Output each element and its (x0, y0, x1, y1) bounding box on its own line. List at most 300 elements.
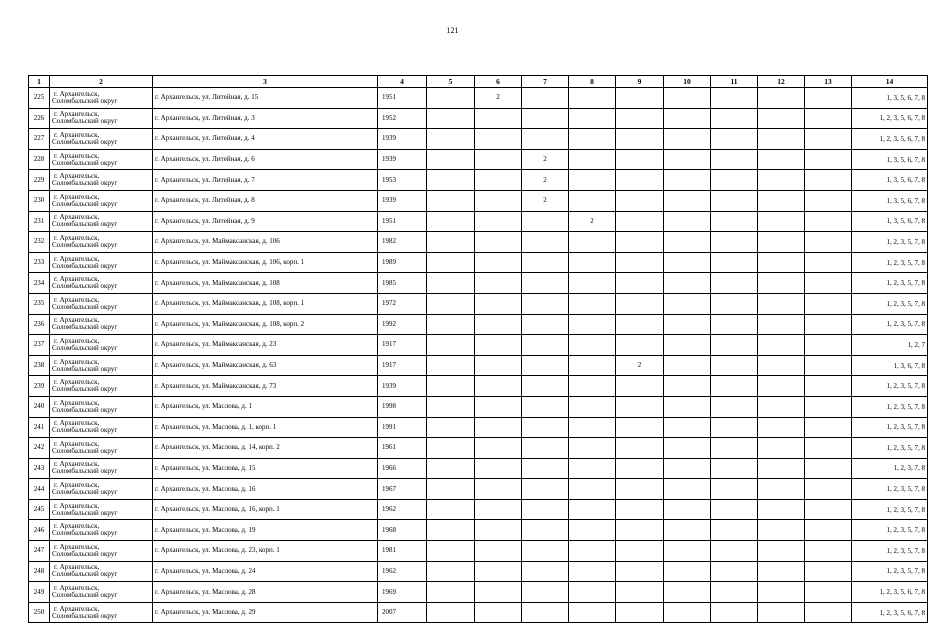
column-8-cell (569, 438, 616, 459)
row-number-cell: 225 (29, 88, 50, 109)
column-8-cell (569, 582, 616, 603)
address-cell: г. Архангельск, ул. Литейная, д. 6 (153, 149, 378, 170)
district-cell (50, 458, 153, 479)
column-7-cell (522, 417, 569, 438)
column-9-cell (616, 582, 664, 603)
column-14-cell: 1, 2, 3, 5, 7, 8 (852, 520, 928, 541)
column-5-cell (427, 149, 475, 170)
column-7-cell (522, 129, 569, 150)
row-number-cell: 242 (29, 438, 50, 459)
housing-table (28, 75, 928, 623)
table-row (29, 396, 928, 417)
address-cell: г. Архангельск, ул. Маслова, д. 16 (153, 479, 378, 500)
district-city: г. Архангельск, (54, 275, 100, 284)
column-5-cell (427, 314, 475, 335)
row-number-cell: 227 (29, 129, 50, 150)
column-11-cell (711, 335, 758, 356)
column-10-cell (664, 458, 711, 479)
column-10-cell (664, 479, 711, 500)
year-cell: 1939 (378, 149, 427, 170)
column-7-cell (522, 376, 569, 397)
column-14-cell: 1, 2, 3, 5, 7, 8 (852, 273, 928, 294)
address-cell: г. Архангельск, ул. Маймаксанская, д. 106, корп. 1 (153, 252, 378, 273)
district-city: г. Архангельск, (54, 563, 100, 572)
column-8-cell (569, 417, 616, 438)
address-cell: г. Архангельск, ул. Литейная, д. 4 (153, 129, 378, 150)
column-13-cell (805, 561, 852, 582)
district-cell (50, 211, 153, 232)
column-header-11: 11 (711, 76, 758, 88)
district-okrug: Соломбальский округ (52, 343, 118, 352)
address-cell: г. Архангельск, ул. Маслова, д. 15 (153, 458, 378, 479)
district-cell (50, 273, 153, 294)
column-14-cell: 1, 3, 5, 6, 7, 8 (852, 170, 928, 191)
column-13-cell (805, 479, 852, 500)
column-7-cell (522, 232, 569, 253)
column-6-cell (475, 602, 522, 623)
district-okrug: Соломбальский округ (52, 385, 118, 394)
column-10-cell (664, 129, 711, 150)
column-14-cell: 1, 2, 3, 5, 7, 8 (852, 314, 928, 335)
address-cell: г. Архангельск, ул. Литейная, д. 15 (153, 88, 378, 109)
row-number-cell: 248 (29, 561, 50, 582)
column-11-cell (711, 499, 758, 520)
column-5-cell (427, 561, 475, 582)
column-6-cell (475, 499, 522, 520)
address-cell: г. Архангельск, ул. Маслова, д. 16, корп. 1 (153, 499, 378, 520)
year-cell: 1981 (378, 541, 427, 562)
column-13-cell (805, 355, 852, 376)
column-6-cell (475, 335, 522, 356)
column-header-4: 4 (378, 76, 427, 88)
column-12-cell (758, 499, 805, 520)
column-10-cell (664, 252, 711, 273)
column-13-cell (805, 252, 852, 273)
column-9-cell (616, 211, 664, 232)
column-5-cell (427, 129, 475, 150)
column-5-cell (427, 293, 475, 314)
column-9-cell (616, 520, 664, 541)
column-7-cell (522, 520, 569, 541)
column-8-cell (569, 335, 616, 356)
column-5-cell (427, 170, 475, 191)
district-okrug: Соломбальский округ (52, 158, 118, 167)
column-8-cell (569, 293, 616, 314)
column-7-cell (522, 108, 569, 129)
year-cell: 1962 (378, 561, 427, 582)
column-11-cell (711, 541, 758, 562)
column-13-cell (805, 541, 852, 562)
district-okrug: Соломбальский округ (52, 261, 118, 270)
column-9-cell (616, 417, 664, 438)
column-10-cell (664, 417, 711, 438)
district-cell (50, 314, 153, 335)
year-cell: 1989 (378, 252, 427, 273)
district-city: г. Архангельск, (54, 316, 100, 325)
column-9-cell (616, 602, 664, 623)
column-9-cell (616, 499, 664, 520)
address-cell: г. Архангельск, ул. Маймаксанская, д. 63 (153, 355, 378, 376)
column-12-cell (758, 273, 805, 294)
column-6-cell (475, 273, 522, 294)
row-number-cell: 229 (29, 170, 50, 191)
column-9-cell (616, 335, 664, 356)
column-11-cell (711, 602, 758, 623)
year-cell: 1966 (378, 458, 427, 479)
district-okrug: Соломбальский округ (52, 467, 118, 476)
table-row (29, 438, 928, 459)
column-11-cell (711, 273, 758, 294)
column-10-cell (664, 108, 711, 129)
column-11-cell (711, 417, 758, 438)
column-11-cell (711, 561, 758, 582)
column-10-cell (664, 520, 711, 541)
district-okrug: Соломбальский округ (52, 137, 118, 146)
column-14-cell: 1, 2, 3, 5, 6, 7, 8 (852, 602, 928, 623)
year-cell: 1952 (378, 108, 427, 129)
year-cell: 1967 (378, 479, 427, 500)
row-number-cell: 233 (29, 252, 50, 273)
column-8-cell (569, 170, 616, 191)
district-cell (50, 438, 153, 459)
column-12-cell (758, 211, 805, 232)
column-11-cell (711, 252, 758, 273)
row-number-cell: 239 (29, 376, 50, 397)
column-13-cell (805, 602, 852, 623)
column-14-cell: 1, 2, 3, 5, 7, 8 (852, 232, 928, 253)
district-cell (50, 129, 153, 150)
table-row (29, 602, 928, 623)
row-number-cell: 250 (29, 602, 50, 623)
column-12-cell (758, 170, 805, 191)
column-11-cell (711, 479, 758, 500)
column-12-cell (758, 293, 805, 314)
district-cell (50, 88, 153, 109)
column-12-cell (758, 232, 805, 253)
column-9-cell (616, 561, 664, 582)
column-header-9: 9 (616, 76, 664, 88)
column-12-cell (758, 108, 805, 129)
column-5-cell (427, 438, 475, 459)
column-13-cell (805, 520, 852, 541)
row-number-cell: 247 (29, 541, 50, 562)
year-cell: 1951 (378, 211, 427, 232)
column-13-cell (805, 314, 852, 335)
column-5-cell (427, 88, 475, 109)
column-5-cell (427, 417, 475, 438)
column-14-cell: 1, 2, 3, 5, 7, 8 (852, 438, 928, 459)
column-header-10: 10 (664, 76, 711, 88)
column-8-cell (569, 273, 616, 294)
row-number-cell: 246 (29, 520, 50, 541)
year-cell: 1992 (378, 314, 427, 335)
district-okrug: Соломбальский округ (52, 117, 118, 126)
year-cell: 1939 (378, 129, 427, 150)
address-cell: г. Архангельск, ул. Маслова, д. 29 (153, 602, 378, 623)
column-header-8: 8 (569, 76, 616, 88)
column-6-cell (475, 582, 522, 603)
column-header-3: 3 (153, 76, 378, 88)
column-9-cell (616, 170, 664, 191)
row-number-cell: 231 (29, 211, 50, 232)
column-13-cell (805, 293, 852, 314)
column-9-cell (616, 438, 664, 459)
district-cell (50, 335, 153, 356)
table-row (29, 252, 928, 273)
column-9-cell (616, 376, 664, 397)
address-cell: г. Архангельск, ул. Литейная, д. 3 (153, 108, 378, 129)
year-cell: 1991 (378, 417, 427, 438)
column-8-cell (569, 252, 616, 273)
table-row (29, 561, 928, 582)
column-7-cell (522, 582, 569, 603)
column-6-cell (475, 541, 522, 562)
column-10-cell (664, 376, 711, 397)
column-11-cell (711, 170, 758, 191)
column-14-cell: 1, 3, 5, 6, 7, 8 (852, 211, 928, 232)
column-12-cell (758, 190, 805, 211)
column-5-cell (427, 376, 475, 397)
district-city: г. Архангельск, (54, 398, 100, 407)
column-10-cell (664, 293, 711, 314)
column-5-cell (427, 541, 475, 562)
row-number-cell: 232 (29, 232, 50, 253)
district-cell (50, 520, 153, 541)
year-cell: 1939 (378, 190, 427, 211)
column-14-cell: 1, 2, 3, 5, 7, 8 (852, 376, 928, 397)
column-14-cell: 1, 3, 5, 6, 7, 8 (852, 149, 928, 170)
column-13-cell (805, 129, 852, 150)
district-city: г. Архангельск, (54, 460, 100, 469)
table-row (29, 129, 928, 150)
column-10-cell (664, 211, 711, 232)
table-row (29, 273, 928, 294)
column-10-cell (664, 499, 711, 520)
year-cell: 1998 (378, 396, 427, 417)
table-row (29, 417, 928, 438)
column-5-cell (427, 190, 475, 211)
column-12-cell (758, 129, 805, 150)
district-city: г. Архангельск, (54, 110, 100, 119)
district-cell (50, 582, 153, 603)
table-body (29, 88, 928, 623)
column-7-cell (522, 273, 569, 294)
column-10-cell (664, 541, 711, 562)
year-cell: 1939 (378, 376, 427, 397)
district-city: г. Архангельск, (54, 439, 100, 448)
district-city: г. Архангельск, (54, 604, 100, 613)
column-6-cell (475, 293, 522, 314)
column-14-cell: 1, 2, 3, 5, 7, 8 (852, 561, 928, 582)
column-13-cell (805, 499, 852, 520)
column-10-cell (664, 273, 711, 294)
column-12-cell (758, 417, 805, 438)
district-okrug: Соломбальский округ (52, 611, 118, 620)
column-13-cell (805, 190, 852, 211)
district-city: г. Архангельск, (54, 378, 100, 387)
column-8-cell (569, 149, 616, 170)
column-13-cell (805, 376, 852, 397)
column-14-cell: 1, 2, 3, 5, 7, 8 (852, 499, 928, 520)
column-7-cell: 2 (522, 170, 569, 191)
district-cell (50, 190, 153, 211)
district-city: г. Архангельск, (54, 192, 100, 201)
year-cell: 1972 (378, 293, 427, 314)
address-cell: г. Архангельск, ул. Маслова, д. 19 (153, 520, 378, 541)
address-cell: г. Архангельск, ул. Маймаксанская, д. 23 (153, 335, 378, 356)
column-8-cell (569, 541, 616, 562)
column-11-cell (711, 88, 758, 109)
column-8-cell (569, 108, 616, 129)
address-cell: г. Архангельск, ул. Маймаксанская, д. 73 (153, 376, 378, 397)
column-10-cell (664, 190, 711, 211)
column-11-cell (711, 211, 758, 232)
column-6-cell: 2 (475, 88, 522, 109)
column-14-cell: 1, 3, 6, 7, 8 (852, 355, 928, 376)
column-8-cell (569, 396, 616, 417)
year-cell: 1982 (378, 232, 427, 253)
row-number-cell: 240 (29, 396, 50, 417)
column-7-cell (522, 293, 569, 314)
column-header-5: 5 (427, 76, 475, 88)
column-11-cell (711, 520, 758, 541)
column-12-cell (758, 88, 805, 109)
column-12-cell (758, 458, 805, 479)
column-12-cell (758, 438, 805, 459)
district-city: г. Архангельск, (54, 419, 100, 428)
column-7-cell (522, 541, 569, 562)
district-okrug: Соломбальский округ (52, 570, 118, 579)
column-11-cell (711, 149, 758, 170)
column-5-cell (427, 252, 475, 273)
year-cell: 1917 (378, 355, 427, 376)
row-number-cell: 236 (29, 314, 50, 335)
address-cell: г. Архангельск, ул. Маслова, д. 14, корп. 2 (153, 438, 378, 459)
district-city: г. Архангельск, (54, 481, 100, 490)
address-cell: г. Архангельск, ул. Маймаксанская, д. 108 (153, 273, 378, 294)
column-7-cell (522, 314, 569, 335)
column-5-cell (427, 108, 475, 129)
column-13-cell (805, 582, 852, 603)
column-6-cell (475, 232, 522, 253)
column-12-cell (758, 376, 805, 397)
column-6-cell (475, 252, 522, 273)
district-okrug: Соломбальский округ (52, 508, 118, 517)
column-5-cell (427, 232, 475, 253)
column-7-cell (522, 88, 569, 109)
column-10-cell (664, 88, 711, 109)
column-14-cell: 1, 2, 3, 7, 8 (852, 458, 928, 479)
column-5-cell (427, 602, 475, 623)
year-cell: 1968 (378, 520, 427, 541)
column-8-cell (569, 520, 616, 541)
district-cell (50, 149, 153, 170)
column-10-cell (664, 335, 711, 356)
district-okrug: Соломбальский округ (52, 591, 118, 600)
district-okrug: Соломбальский округ (52, 96, 118, 105)
district-city: г. Архангельск, (54, 213, 100, 222)
year-cell: 2007 (378, 602, 427, 623)
district-cell (50, 499, 153, 520)
column-6-cell (475, 396, 522, 417)
column-header-12: 12 (758, 76, 805, 88)
column-13-cell (805, 149, 852, 170)
column-12-cell (758, 561, 805, 582)
year-cell: 1969 (378, 582, 427, 603)
address-cell: г. Архангельск, ул. Маслова, д. 23, корп. 1 (153, 541, 378, 562)
district-city: г. Архангельск, (54, 522, 100, 531)
column-6-cell (475, 190, 522, 211)
column-7-cell: 2 (522, 190, 569, 211)
column-11-cell (711, 232, 758, 253)
year-cell: 1951 (378, 88, 427, 109)
column-13-cell (805, 417, 852, 438)
column-7-cell (522, 499, 569, 520)
column-11-cell (711, 129, 758, 150)
row-number-cell: 241 (29, 417, 50, 438)
column-11-cell (711, 582, 758, 603)
district-cell (50, 561, 153, 582)
district-city: г. Архангельск, (54, 584, 100, 593)
table-row (29, 211, 928, 232)
table-row (29, 355, 928, 376)
column-9-cell (616, 396, 664, 417)
column-14-cell: 1, 3, 5, 6, 7, 8 (852, 88, 928, 109)
column-9-cell (616, 149, 664, 170)
column-12-cell (758, 314, 805, 335)
district-cell (50, 232, 153, 253)
column-7-cell (522, 561, 569, 582)
address-cell: г. Архангельск, ул. Маймаксанская, д. 108, корп. 1 (153, 293, 378, 314)
column-8-cell (569, 232, 616, 253)
column-12-cell (758, 582, 805, 603)
column-header-7: 7 (522, 76, 569, 88)
table-row (29, 190, 928, 211)
column-11-cell (711, 458, 758, 479)
column-14-cell: 1, 2, 7 (852, 335, 928, 356)
row-number-cell: 226 (29, 108, 50, 129)
district-cell (50, 376, 153, 397)
row-number-cell: 244 (29, 479, 50, 500)
column-11-cell (711, 396, 758, 417)
district-cell (50, 479, 153, 500)
column-6-cell (475, 376, 522, 397)
column-9-cell (616, 479, 664, 500)
column-6-cell (475, 417, 522, 438)
column-14-cell: 1, 2, 3, 5, 7, 8 (852, 396, 928, 417)
column-6-cell (475, 458, 522, 479)
column-9-cell (616, 314, 664, 335)
column-10-cell (664, 170, 711, 191)
column-7-cell (522, 438, 569, 459)
district-cell (50, 293, 153, 314)
district-okrug: Соломбальский округ (52, 364, 118, 373)
column-header-14: 14 (852, 76, 928, 88)
table-row (29, 458, 928, 479)
row-number-cell: 245 (29, 499, 50, 520)
column-13-cell (805, 396, 852, 417)
column-9-cell (616, 293, 664, 314)
district-okrug: Соломбальский округ (52, 488, 118, 497)
column-9-cell: 2 (616, 355, 664, 376)
address-cell: г. Архангельск, ул. Маслова, д. 1 (153, 396, 378, 417)
address-cell: г. Архангельск, ул. Маслова, д. 24 (153, 561, 378, 582)
column-9-cell (616, 458, 664, 479)
column-13-cell (805, 273, 852, 294)
column-5-cell (427, 458, 475, 479)
column-9-cell (616, 190, 664, 211)
address-cell: г. Архангельск, ул. Маслова, д. 28 (153, 582, 378, 603)
